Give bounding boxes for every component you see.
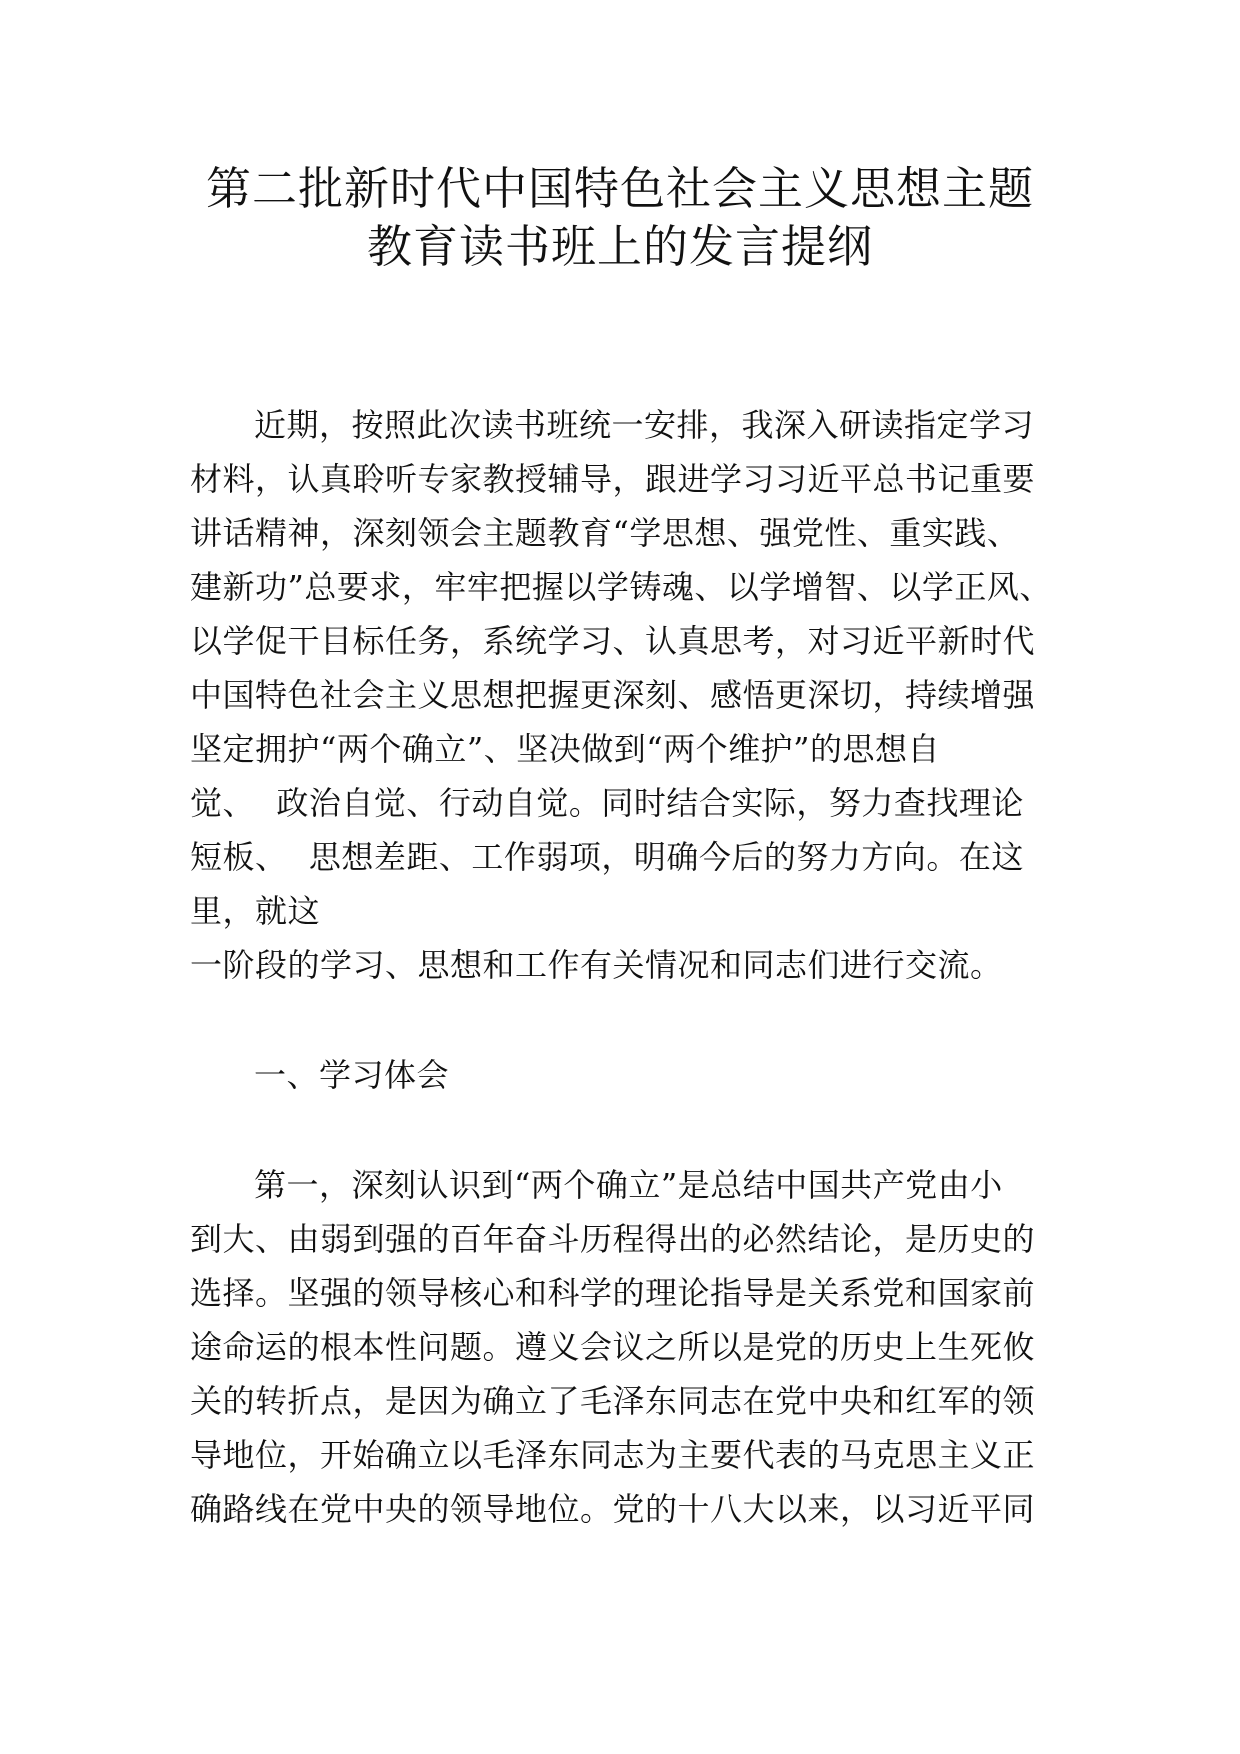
section-line: 关的转折点，是因为确立了毛泽东同志在党中央和红军的领 [190,1382,1036,1420]
section-heading: 一、学习体会 [254,1056,450,1094]
intro-line: 短板、 思想差距、工作弱项，明确今后的努力方向。在这 [190,838,1024,876]
intro-paragraph [190,398,1050,992]
intro-line: 一阶段的学习、思想和工作有关情况和同志们进行交流。 [190,946,1003,984]
section-line: 确路线在党中央的领导地位。党的十八大以来，以习近平同 [190,1490,1036,1528]
intro-line: 讲话精神，深刻领会主题教育“学思想、强党性、重实践、 [190,514,1020,552]
section-line: 选择。坚强的领导核心和科学的理论指导是关系党和国家前 [190,1274,1036,1312]
intro-line: 建新功”总要求，牢牢把握以学铸魂、以学增智、以学正风、 [190,568,1052,606]
intro-line: 坚定拥护“两个确立”、坚决做到“两个维护”的思想自 [190,730,940,768]
intro-line: 里，就这 [190,892,321,930]
intro-line: 近期，按照此次读书班统一安排，我深入研读指定学习 [254,406,1035,444]
intro-line: 觉、 政治自觉、行动自觉。同时结合实际，努力查找理论 [190,784,1024,822]
section-line: 第一，深刻认识到“两个确立”是总结中国共产党由小 [254,1166,1003,1204]
title-line-1: 第二批新时代中国特色社会主义思想主题 [205,162,1034,215]
section-paragraph [190,1158,1050,1536]
intro-line: 以学促干目标任务，系统学习、认真思考，对习近平新时代 [190,622,1036,660]
section-line: 途命运的根本性问题。遵义会议之所以是党的历史上生死攸 [190,1328,1036,1366]
title-line-2: 教育读书班上的发言提纲 [366,220,873,273]
intro-line: 中国特色社会主义思想把握更深刻、感悟更深切，持续增强 [190,676,1036,714]
section-line: 到大、由弱到强的百年奋斗历程得出的必然结论，是历史的 [190,1220,1036,1258]
section-line: 导地位，开始确立以毛泽东同志为主要代表的马克思主义正 [190,1436,1036,1474]
paragraph-spacer [190,1102,1050,1158]
document-title [190,160,1050,276]
document-body [190,398,1050,1536]
intro-line: 材料，认真聆听专家教授辅导，跟进学习习近平总书记重要 [190,460,1036,498]
paragraph-spacer [190,992,1050,1048]
